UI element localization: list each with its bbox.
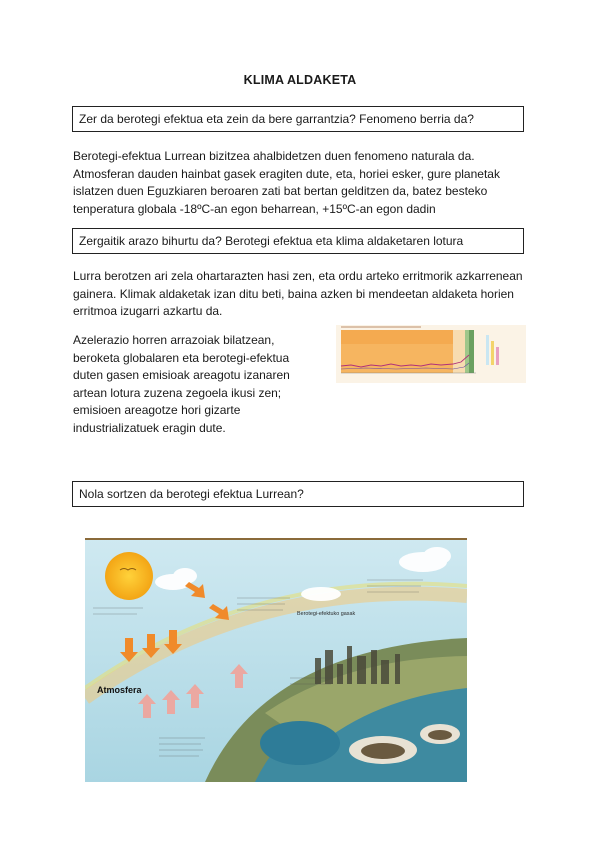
paragraph-1-line: tenperatura globala -18ºC-an egon beharrean, +15ºC-an egon dadin xyxy=(73,201,436,216)
paragraph-1-line: islatzen duen Eguzkiaren beroaren zati bat bertan gelditzen da, batez besteko xyxy=(73,184,488,198)
question-box-2: Zergaitik arazo bihurtu da? Berotegi efektua eta klima aldaketaren lotura xyxy=(72,228,524,254)
paragraph-3-line: Azelerazio horren arrazoiak bilatzean, xyxy=(73,333,275,347)
paragraph-3-line: industrializatuek eragin dute. xyxy=(73,420,226,435)
paragraph-1-line: Atmosferan dauden hainbat gasek eragiten dute, eta, horiei esker, gure planetak xyxy=(73,166,500,181)
page-title: KLIMA ALDAKETA xyxy=(243,73,357,87)
paragraph-3-line: beroketa globalaren eta berotegi-efektua xyxy=(73,350,290,365)
question-box-3: Nola sortzen da berotegi efektua Lurrean? xyxy=(72,481,524,507)
paragraph-3-line: emisioen areagotze hori gizarte xyxy=(73,403,241,417)
paragraph-2 xyxy=(73,268,533,321)
sun-icon xyxy=(105,552,153,600)
atmosphere-label: Atmosfera xyxy=(97,685,142,695)
paragraph-2-line: erritmoa izugarri azkartu da. xyxy=(73,304,223,318)
paragraph-2-line: Lurra berotzen ari zela ohartarazten hasi zen, eta ordu arteko erritmorik azkarrenean xyxy=(73,269,523,283)
greenhouse-effect-illustration xyxy=(85,538,467,782)
paragraph-3-line: duten gasen emisioak areagotu izanaren xyxy=(73,368,290,382)
paragraph-2-line: gainera. Klimak aldaketak izan ditu beti, baina azken bi mendeetan aldaketa horien xyxy=(73,286,514,301)
paragraph-1 xyxy=(73,148,533,218)
question-box-1: Zer da berotegi efektua eta zein da bere garrantzia? Fenomeno berria da? xyxy=(72,106,524,132)
paragraph-3 xyxy=(73,332,323,437)
temperature-chart-image xyxy=(336,325,526,383)
paragraph-1-line: Berotegi-efektua Lurrean bizitzea ahalbidetzen duen fenomeno naturala da. xyxy=(73,149,475,163)
gases-label: Berotegi-efektuko gasak xyxy=(297,611,356,617)
paragraph-3-line: artean lotura zuzena zegoela ikusi zen; xyxy=(73,385,282,400)
